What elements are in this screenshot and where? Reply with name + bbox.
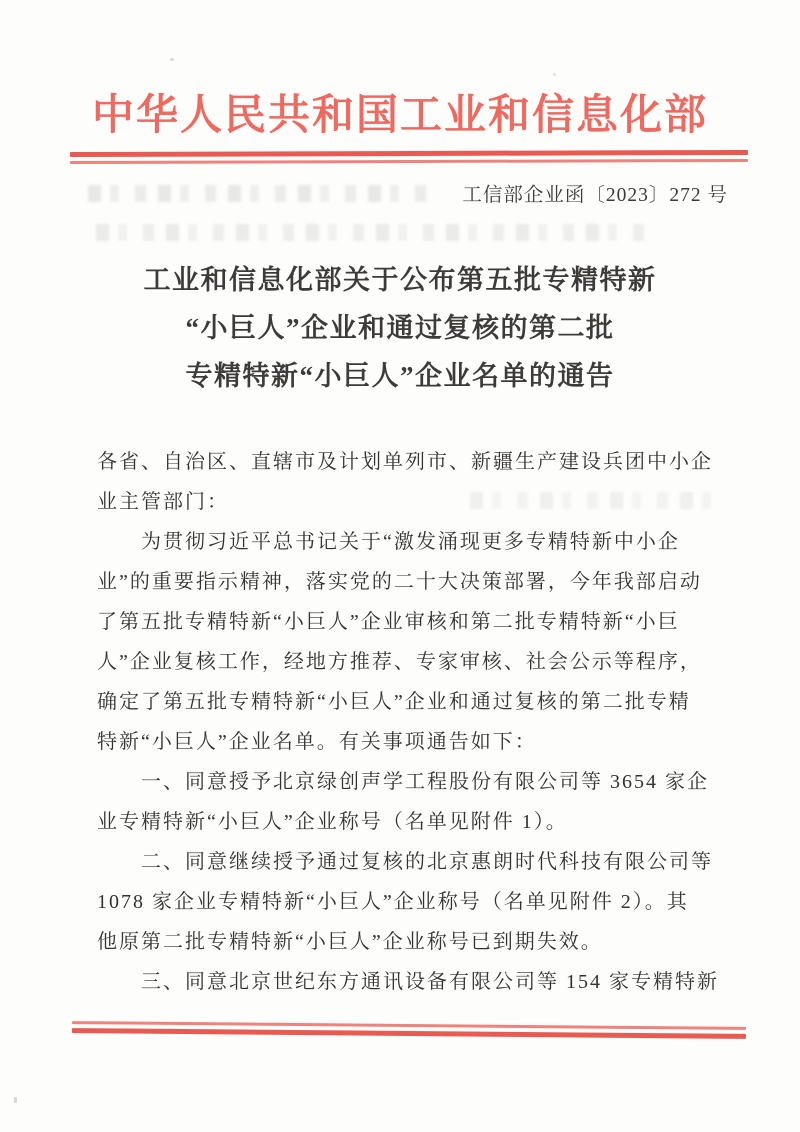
body-line: 为贯彻习近平总书记关于“激发涌现更多专精特新中小企: [141, 531, 680, 553]
notice-title: [0, 256, 800, 400]
scan-speck: [14, 1097, 17, 1103]
body-line: 业”的重要指示精神，落实党的二十大决策部署，今年我部启动: [97, 571, 702, 593]
body-line: 他原第二批专精特新“小巨人”企业称号已到期失效。: [97, 931, 603, 953]
body-line: 了第五批专精特新“小巨人”企业审核和第二批专精特新“小巨: [97, 611, 680, 633]
body-line: 特新“小巨人”企业名单。有关事项通告如下：: [97, 731, 537, 753]
notice-body: [97, 442, 717, 1002]
document-number: 工信部企业函〔2023〕272 号: [462, 185, 728, 206]
notice-title-line-3: 专精特新“小巨人”企业名单的通告: [185, 361, 615, 391]
scan-speck: [170, 58, 174, 61]
red-divider-top: [70, 150, 748, 164]
body-line: 确定了第五批专精特新“小巨人”企业和通过复核的第二批专精: [97, 691, 691, 713]
body-line: 二、同意继续授予通过复核的北京惠朗时代科技有限公司等: [141, 851, 713, 873]
body-line: 业专精特新“小巨人”企业称号（名单见附件 1）。: [97, 811, 568, 833]
body-line: 1078 家企业专精特新“小巨人”企业称号（名单见附件 2）。其: [97, 891, 689, 913]
body-line: 业主管部门：: [97, 491, 229, 513]
body-line: 人”企业复核工作，经地方推荐、专家审核、社会公示等程序，: [97, 651, 702, 673]
body-line: 三、同意北京世纪东方通讯设备有限公司等 154 家专精特新: [141, 971, 719, 993]
bleedthrough-text-row: [88, 185, 433, 202]
red-divider-bottom: [72, 1021, 746, 1038]
body-line: 各省、自治区、直辖市及计划单列市、新疆生产建设兵团中小企: [97, 451, 713, 473]
body-line: 一、同意授予北京绿创声学工程股份有限公司等 3654 家企: [141, 771, 709, 793]
notice-title-line-2: “小巨人”企业和通过复核的第二批: [185, 313, 615, 343]
ministry-letterhead: 中华人民共和国工业和信息化部: [91, 93, 708, 139]
notice-title-line-1: 工业和信息化部关于公布第五批专精特新: [143, 265, 657, 295]
bleedthrough-text-row: [96, 224, 656, 241]
scan-speck: [553, 73, 556, 76]
